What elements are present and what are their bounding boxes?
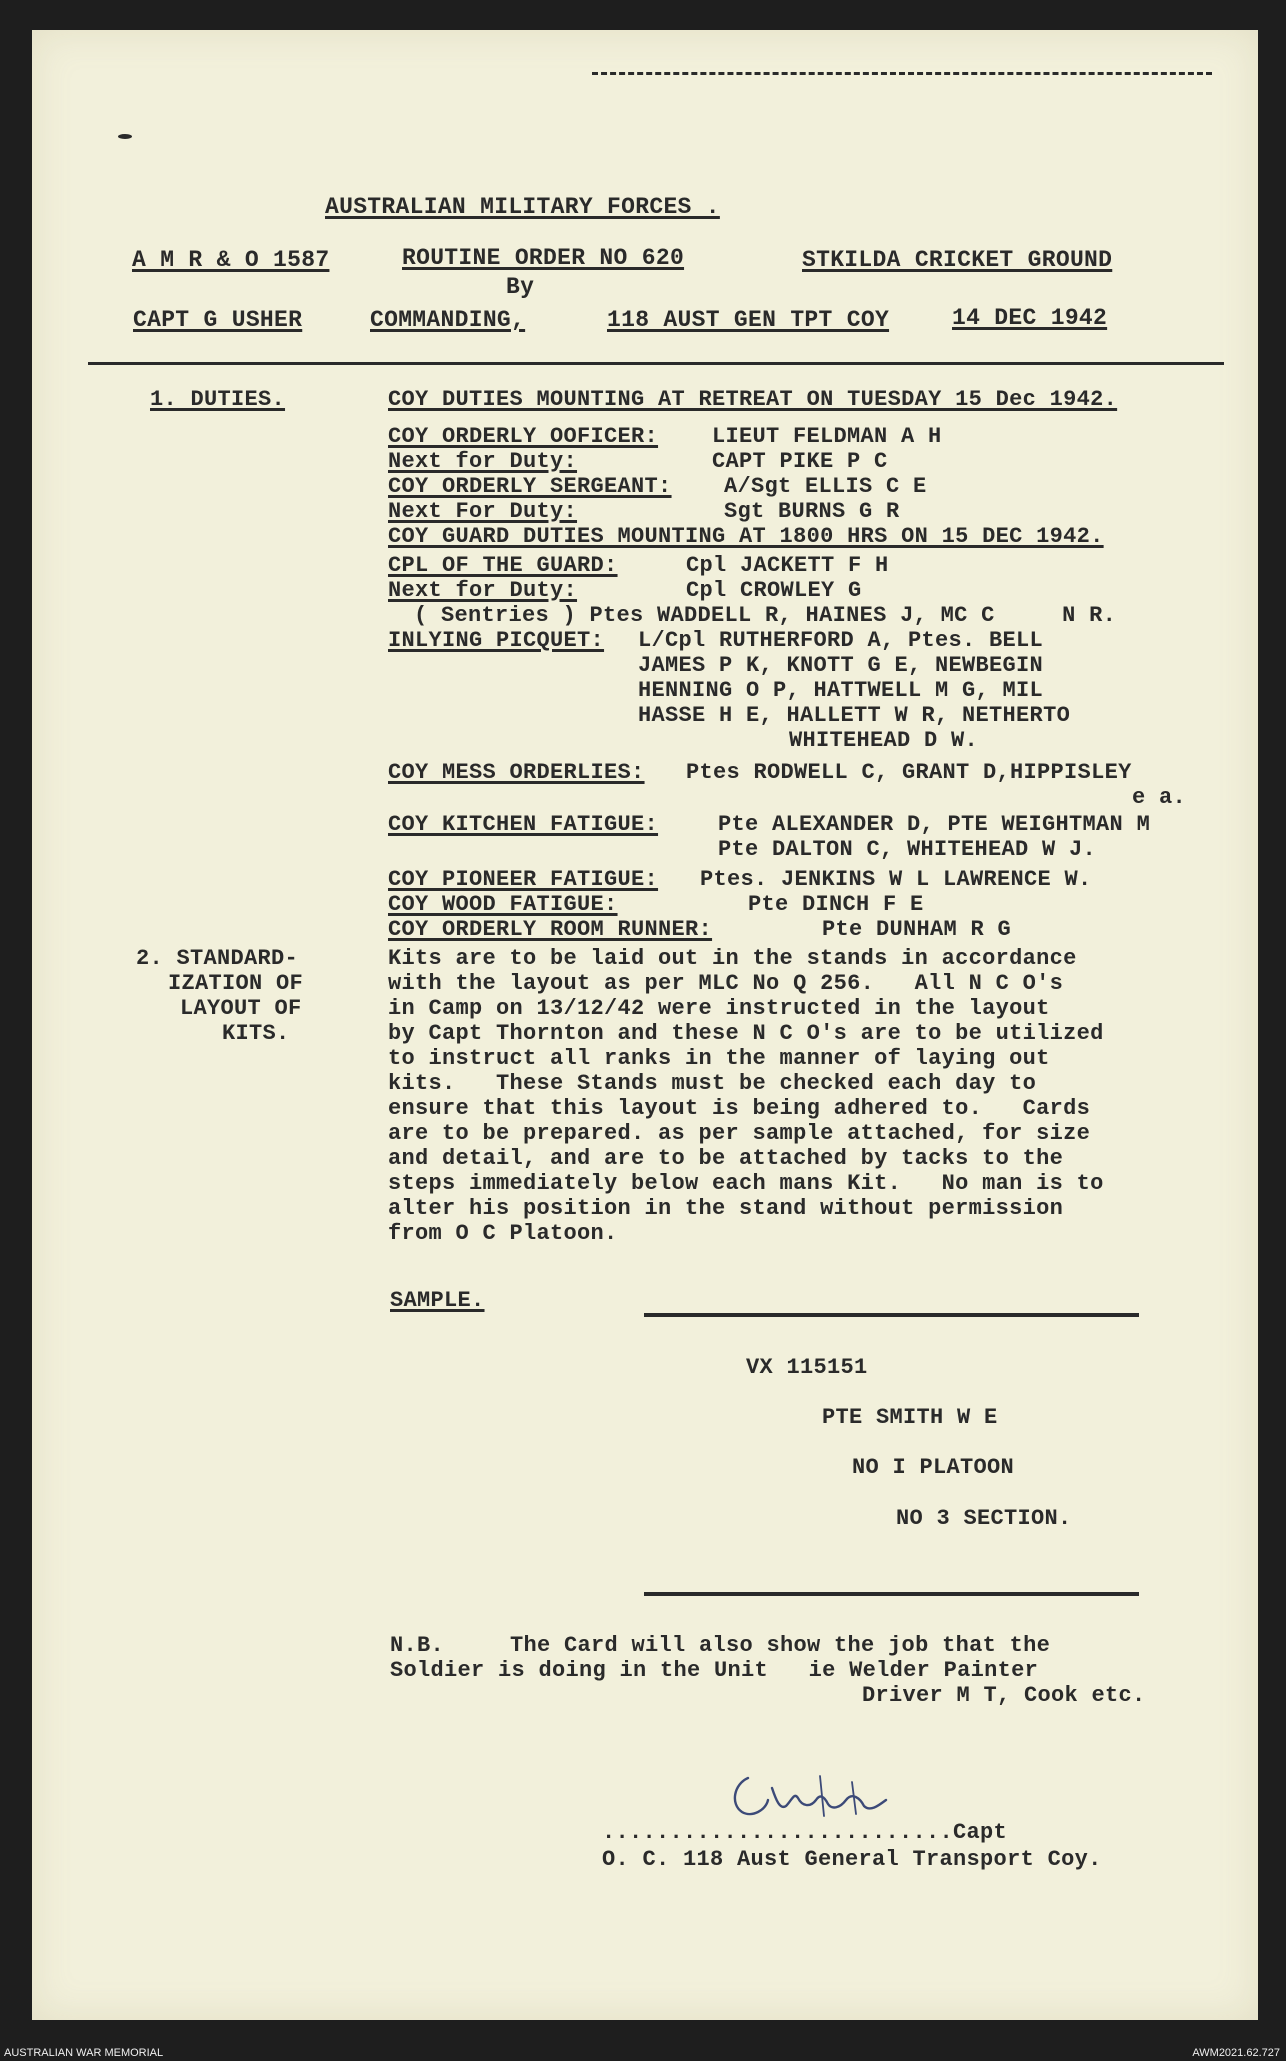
header-rule	[88, 362, 1224, 365]
kitchen-fatigue: Pte ALEXANDER D, PTE WEIGHTMAN M	[718, 812, 1151, 837]
section2-title: 2. STANDARD-	[136, 946, 299, 971]
footer-catalog-number: AWM2021.62.727	[1192, 2047, 1280, 2059]
picquet-line: HENNING O P, HATTWELL M G, MIL	[638, 678, 1044, 703]
section2-title: KITS.	[222, 1021, 290, 1046]
unit-name: 118 AUST GEN TPT COY	[607, 307, 890, 333]
commanding-label: COMMANDING,	[370, 307, 526, 333]
cpl-guard-label: CPL OF THE GUARD:	[388, 553, 618, 578]
signature	[728, 1770, 928, 1826]
wood-fatigue: Pte DINCH F E	[748, 892, 924, 917]
signoff-unit: O. C. 118 Aust General Transport Coy.	[602, 1847, 1102, 1872]
note-line: The Card will also show the job that the	[510, 1633, 1051, 1658]
section2-body-line: to instruct all ranks in the manner of laying out	[388, 1046, 1050, 1071]
section1-title: 1. DUTIES.	[150, 387, 286, 412]
section2-body-line: Kits are to be laid out in the stands in accordance	[388, 946, 1077, 971]
note-line: Driver M T, Cook etc.	[862, 1683, 1146, 1708]
cpl-guard: Cpl JACKETT F H	[686, 553, 889, 578]
section2-body-line: by Capt Thornton and these N C O's are to be utilized	[388, 1021, 1104, 1046]
section2-title: LAYOUT OF	[180, 996, 302, 1021]
mess-orderlies-label: COY MESS ORDERLIES:	[388, 760, 645, 785]
next-duty-label: Next for Duty:	[388, 449, 578, 474]
signature-rank-line: ..........................Capt	[602, 1820, 1008, 1845]
note-line: Soldier is doing in the Unit ie Welder Painter	[390, 1658, 1039, 1683]
sample-bottom-rule	[644, 1592, 1139, 1596]
nb-label: N.B.	[390, 1633, 445, 1658]
next-duty-sergeant: Sgt BURNS G R	[724, 499, 900, 524]
section2-body-line: alter his position in the stand without permission	[388, 1196, 1064, 1221]
sample-top-rule	[644, 1313, 1139, 1317]
room-runner-label: COY ORDERLY ROOM RUNNER:	[388, 917, 713, 942]
footer-credit: AUSTRALIAN WAR MEMORIAL	[4, 2047, 164, 2059]
sentries-line: ( Sentries ) Ptes WADDELL R, HAINES J, MC C N R.	[414, 603, 1117, 628]
section2-body-line: in Camp on 13/12/42 were instructed in the layout	[388, 996, 1050, 1021]
pioneer-fatigue: Ptes. JENKINS W L LAWRENCE W.	[700, 867, 1092, 892]
section2-title: IZATION OF	[168, 971, 304, 996]
orderly-officer-label: COY ORDERLY OOFICER:	[388, 424, 659, 449]
ink-mark	[118, 134, 132, 139]
guard-duties-line: COY GUARD DUTIES MOUNTING AT 1800 HRS ON 15 DEC 1942.	[388, 524, 1104, 549]
picquet-line: WHITEHEAD D W.	[789, 728, 979, 753]
wood-fatigue-label: COY WOOD FATIGUE:	[388, 892, 618, 917]
mess-orderlies-cont: e a.	[1132, 785, 1187, 810]
kitchen-fatigue-cont: Pte DALTON C, WHITEHEAD W J.	[718, 837, 1097, 862]
top-edge-marks	[592, 72, 1212, 75]
order-date: 14 DEC 1942	[952, 305, 1108, 331]
next-duty-cpl: Cpl CROWLEY G	[686, 578, 862, 603]
picquet-line: HASSE H E, HALLETT W R, NETHERTO	[638, 703, 1071, 728]
section2-body-line: from O C Platoon.	[388, 1221, 618, 1246]
picquet-line: JAMES P K, KNOTT G E, NEWBEGIN	[638, 653, 1044, 678]
orderly-sergeant-label: COY ORDERLY SERGEANT:	[388, 474, 672, 499]
forces-heading: AUSTRALIAN MILITARY FORCES .	[325, 194, 720, 220]
section2-body-line: steps immediately below each mans Kit. No man is to	[388, 1171, 1104, 1196]
captain-name: CAPT G USHER	[133, 307, 303, 333]
section2-body-line: are to be prepared. as per sample attached, for size	[388, 1121, 1091, 1146]
sample-number: VX 115151	[746, 1355, 868, 1380]
section2-body-line: with the layout as per MLC No Q 256. All N C O's	[388, 971, 1064, 996]
by-label: By	[506, 274, 535, 300]
orderly-officer: LIEUT FELDMAN A H	[712, 424, 942, 449]
duties-headline: COY DUTIES MOUNTING AT RETREAT ON TUESDAY 15 Dec 1942.	[388, 387, 1118, 412]
section2-body-line: kits. These Stands must be checked each day to	[388, 1071, 1037, 1096]
next-duty-officer: CAPT PIKE P C	[712, 449, 888, 474]
routine-order-number: ROUTINE ORDER NO 620	[402, 245, 685, 271]
room-runner: Pte DUNHAM R G	[822, 917, 1012, 942]
next-duty-label: Next for Duty:	[388, 578, 578, 603]
section2-body-line: ensure that this layout is being adhered to. Cards	[388, 1096, 1091, 1121]
section2-body-line: and detail, and are to be attached by tacks to the	[388, 1146, 1064, 1171]
picquet-label: INLYING PICQUET:	[388, 628, 605, 653]
location: STKILDA CRICKET GROUND	[802, 247, 1113, 273]
mess-orderlies: Ptes RODWELL C, GRANT D,HIPPISLEY	[686, 760, 1132, 785]
sample-name: PTE SMITH W E	[822, 1405, 998, 1430]
sample-label: SAMPLE.	[390, 1288, 485, 1313]
amro-number: A M R & O 1587	[132, 247, 330, 273]
pioneer-fatigue-label: COY PIONEER FATIGUE:	[388, 867, 659, 892]
orderly-sergeant: A/Sgt ELLIS C E	[724, 474, 927, 499]
picquet-line: L/Cpl RUTHERFORD A, Ptes. BELL	[638, 628, 1044, 653]
sample-platoon: NO I PLATOON	[852, 1455, 1015, 1480]
kitchen-fatigue-label: COY KITCHEN FATIGUE:	[388, 812, 659, 837]
document-page	[32, 30, 1258, 2020]
sample-section: NO 3 SECTION.	[896, 1506, 1072, 1531]
next-duty-label: Next For Duty:	[388, 499, 578, 524]
